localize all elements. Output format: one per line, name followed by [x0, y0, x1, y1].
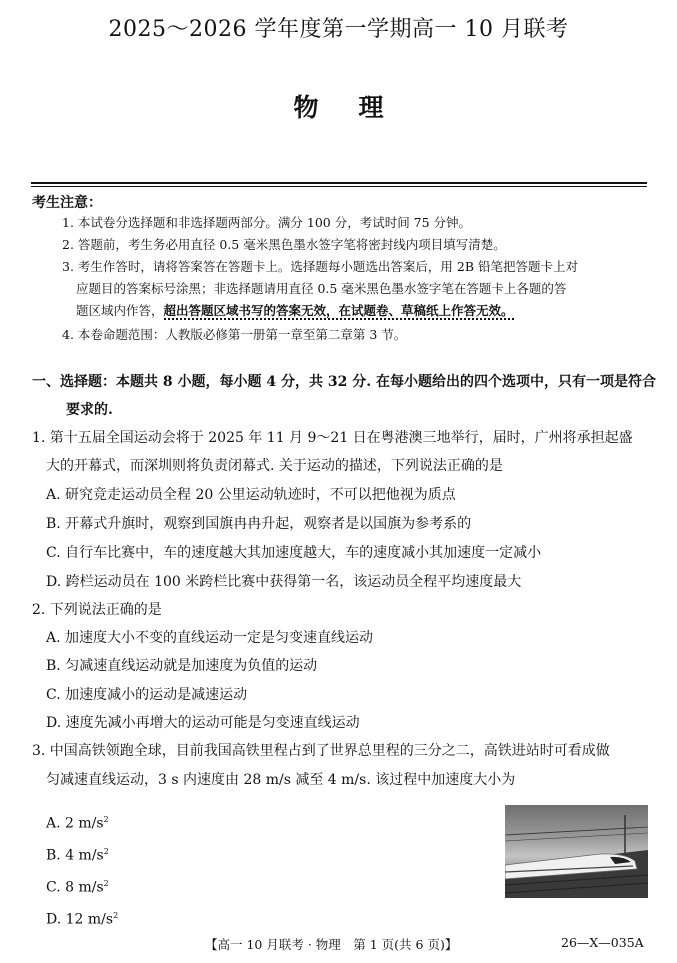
footer-page-info: 【高一 10 月联考 · 物理 第 1 页(共 6 页)】	[205, 937, 458, 952]
question-3-option-d	[46, 902, 118, 934]
notice-item-line	[76, 300, 514, 322]
question-3-option-b	[46, 838, 109, 870]
question-3-stem: 3. 中国高铁领跑全球，目前我国高铁里程占到了世界总里程的三分之二，高铁进站时可看成做	[32, 743, 610, 759]
question-2-option-a: A. 加速度大小不变的直线运动一定是匀变速直线运动	[46, 630, 374, 646]
option-text: A. 2 m/s	[46, 815, 104, 832]
divider-thin	[31, 186, 647, 187]
question-1-stem-cont: 大的开幕式，而深圳则将负责闭幕式. 关于运动的描述，下列说法正确的是	[46, 458, 503, 474]
notice-item-text: 题区域内作答，	[76, 303, 164, 318]
high-speed-train-photo	[505, 805, 648, 898]
notice-item: 4. 本卷命题范围：人教版必修第一册第一章至第二章第 3 节。	[62, 327, 407, 342]
question-1-option-a: A. 研究竞走运动员全程 20 公里运动轨迹时，不可以把他视为质点	[46, 487, 456, 503]
option-text: C. 8 m/s	[46, 879, 104, 896]
unit-exponent: 2	[103, 847, 109, 856]
option-text: B. 4 m/s	[46, 847, 104, 864]
notice-item: 3. 考生作答时，请将答案答在答题卡上。选择题每小题选出答案后，用 2B 铅笔把答题卡上对	[62, 259, 578, 274]
question-1-option-d: D. 跨栏运动员在 100 米跨栏比赛中获得第一名，该运动员全程平均速度最大	[46, 574, 522, 590]
question-2-stem: 2. 下列说法正确的是	[32, 602, 162, 618]
notice-item: 1. 本试卷分选择题和非选择题两部分。满分 100 分，考试时间 75 分钟。	[62, 215, 472, 230]
unit-exponent: 2	[103, 879, 109, 888]
notice-heading: 考生注意：	[32, 195, 102, 211]
section-heading: 一、选择题：本题共 8 小题，每小题 4 分，共 32 分. 在每小题给出的四个选项中，只有一项是符合	[32, 374, 656, 390]
exam-title: 2025～2026 学年度第一学期高一 10 月联考	[108, 17, 569, 42]
footer-exam-code: 26—X—035A	[561, 935, 644, 950]
notice-emphasis: 超出答题区域书写的答案无效，在试题卷、草稿纸上作答无效。	[163, 303, 514, 318]
question-1-option-c: C. 自行车比赛中，车的速度越大其加速度越大，车的速度减小其加速度一定减小	[46, 545, 542, 561]
question-2-option-c: C. 加速度减小的运动是减速运动	[46, 687, 248, 703]
question-1-option-b: B. 开幕式升旗时，观察到国旗冉冉升起，观察者是以国旗为参考系的	[46, 516, 472, 532]
divider-thick	[31, 182, 647, 184]
section-heading-cont: 要求的.	[66, 402, 113, 418]
subject-title: 物理	[293, 93, 424, 122]
unit-exponent: 2	[113, 911, 119, 920]
question-3-option-a	[46, 806, 109, 838]
question-3-option-c	[46, 870, 109, 902]
option-text: D. 12 m/s	[46, 911, 114, 928]
question-2-option-b: B. 匀减速直线运动就是加速度为负值的运动	[46, 658, 318, 674]
notice-item: 应题目的答案标号涂黑；非选择题请用直径 0.5 毫米黑色墨水签字笔在答题卡上各题的答	[76, 281, 567, 296]
notice-item: 2. 答题前，考生务必用直径 0.5 毫米黑色墨水签字笔将密封线内项目填写清楚。	[62, 237, 506, 252]
question-1-stem: 1. 第十五届全国运动会将于 2025 年 11 月 9～21 日在粤港澳三地举行，届时，广州将承担起盛	[32, 430, 633, 446]
question-3-stem-cont: 匀减速直线运动，3 s 内速度由 28 m/s 减至 4 m/s. 该过程中加速度大小为	[46, 772, 516, 788]
question-2-option-d: D. 速度先减小再增大的运动可能是匀变速直线运动	[46, 715, 360, 731]
unit-exponent: 2	[103, 815, 109, 824]
train-illustration	[505, 805, 648, 898]
